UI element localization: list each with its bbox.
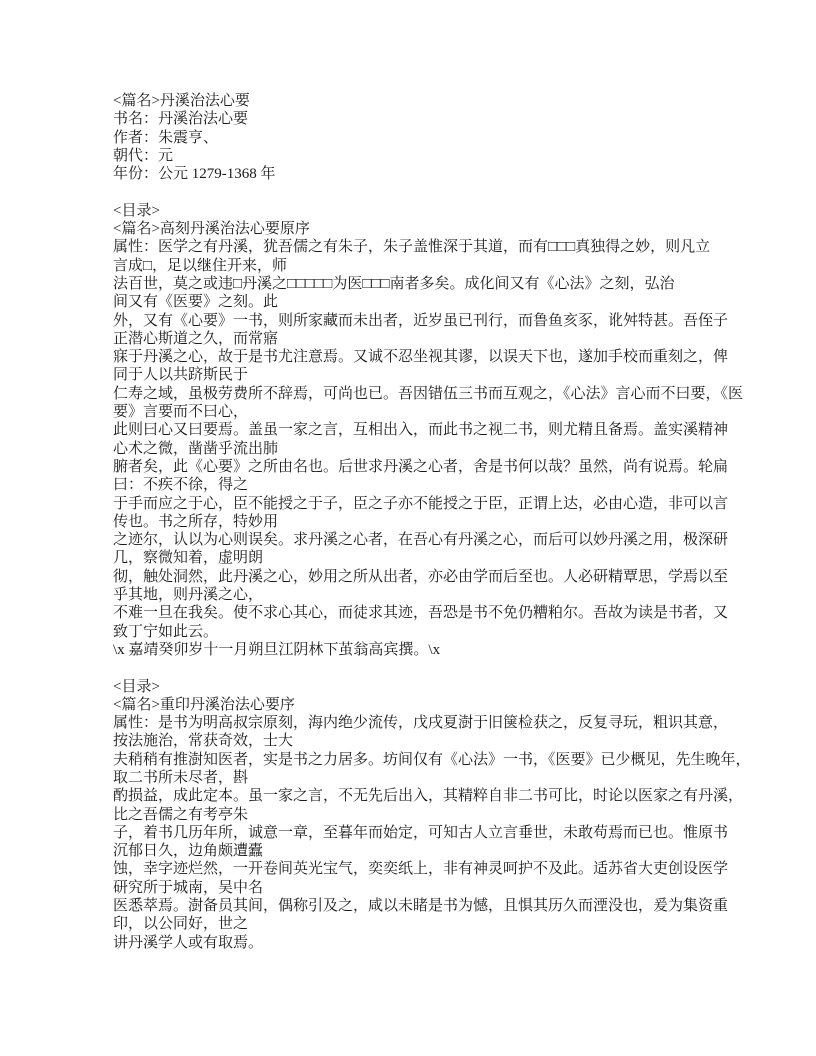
original-preface-line: 外，又有《心要》一书，则所家藏而未出者，近岁虽已刊行，而鲁鱼亥豕，讹舛特甚。吾侄子: [113, 312, 729, 329]
original-preface-line: 正潜心斯道之久，而常寤: [113, 330, 279, 347]
book-metadata-line: 书名：丹溪治法心要: [113, 111, 249, 128]
reprint-preface-line: 酌损益，成此定本。虽一家之言，不无先后出入，其精粹自非二书可比，时论以医家之有丹溪，: [113, 788, 744, 805]
reprint-preface-line: 按法施治，常获奇效，士大: [113, 733, 294, 750]
reprint-preface-line: <目录>: [113, 678, 160, 695]
original-preface-line: <篇名>高刻丹溪治法心要原序: [113, 221, 310, 238]
book-metadata-line: <篇名>丹溪治法心要: [113, 93, 250, 109]
document-text: [113, 92, 773, 952]
reprint-preface-line: 取二书所未尽者，斟: [113, 769, 249, 786]
reprint-preface-line: 比之吾儒之有考亭朱: [113, 806, 249, 823]
reprint-preface-line: <篇名>重印丹溪治法心要序: [113, 696, 295, 713]
original-preface-line: 之迹尔，认以为心则误矣。求丹溪之心者，在吾心有丹溪之心，而后可以妙丹溪之用，极深研: [113, 532, 729, 549]
original-preface-line: 法百世，莫之或违□丹溪之□□□□□为医□□□南者多矣。成化间又有《心法》之刻，弘治: [113, 275, 675, 292]
original-preface-line: 言成□，足以继住开来，师: [113, 257, 288, 274]
book-metadata-line: 作者：朱震亨、: [113, 129, 219, 146]
original-preface-line: 心术之微，凿凿乎流出肺: [113, 440, 279, 457]
reprint-preface-line: 蚀，幸字迹烂然，一开卷间英光宝气，奕奕纸上，非有神灵呵护不及此。适苏省大吏创设医学: [113, 861, 729, 878]
reprint-preface-line: 研究所于城南，吴中名: [113, 879, 264, 896]
original-preface-line: 此则曰心又曰要焉。盖虽一家之言，互相出入，而此书之视二书，则尤精且备焉。盖实溪精神: [113, 422, 729, 439]
original-preface-line: 同于人以共跻斯民于: [113, 367, 249, 384]
original-preface-line: 几，察微知着，虚明朗: [113, 550, 264, 567]
reprint-preface-line: 子，着书几历年所，诚意一章，至暮年而始定，可知古人立言垂世，未敢苟焉而已也。惟原书: [113, 824, 729, 841]
reprint-preface-line: 讲丹溪学人或有取焉。: [113, 934, 264, 951]
original-preface-line: <目录>: [113, 202, 160, 219]
reprint-preface-line: 医悉萃焉。澍备员其间，偶称引及之，咸以未睹是书为憾，且惧其历久而湮没也，爰为集资重: [113, 898, 729, 915]
original-preface-line: 间又有《医要》之刻。此: [113, 294, 279, 311]
original-preface-line: 不难一旦在我矣。使不求心其心，而徒求其迹，吾恐是书不免仍糟粕尔。吾故为读是书者，又: [113, 605, 729, 622]
original-preface-line: 于手而应之于心，臣不能授之于子，臣之子亦不能授之于臣，正谓上达，必由心造，非可以言: [113, 495, 729, 512]
reprint-preface-line: 属性：是书为明高叔宗原刻，海内绝少流传，戊戌夏澍于旧箧检获之，反复寻玩，粗识其意，: [113, 715, 729, 732]
original-preface-line: 彻，触处洞然，此丹溪之心，妙用之所从出者，亦必由学而后至也。人必研精覃思，学焉以至: [113, 568, 729, 585]
original-preface-line: 要》言要而不曰心，: [113, 404, 249, 421]
original-preface-line: 仁寿之域，虽极劳费所不辞焉，可尚也已。吾因错伍三书而互观之，《心法》言心而不曰要，《医: [113, 385, 744, 402]
blank-line: [113, 183, 773, 201]
original-preface-line: 传也。书之所存，特妙用: [113, 513, 279, 530]
original-preface-line: 属性：医学之有丹溪，犹吾儒之有朱子，朱子盖惟深于其道，而有□□□真独得之妙，则凡立: [113, 239, 711, 256]
original-preface-line: 腑者矣，此《心要》之所由名也。后世求丹溪之心者，舍是书何以哉？虽然，尚有说焉。轮扁: [113, 458, 729, 475]
original-preface-line: 乎其地，则丹溪之心，: [113, 587, 264, 604]
reprint-preface-line: 印，以公同好，世之: [113, 916, 249, 933]
original-preface-line: \x 嘉靖癸卯岁十一月朔旦江阴林下茧翁高宾撰。\x: [113, 641, 441, 658]
original-preface-line: 曰：不疾不徐，得之: [113, 477, 249, 494]
original-preface-line: 寐于丹溪之心，故于是书尤注意焉。又诚不忍坐视其谬，以误天下也，遂加手校而重刻之，俾: [113, 349, 729, 366]
reprint-preface-line: 沉郁日久，边角颇遭蠹: [113, 843, 264, 860]
original-preface-line: 致丁宁如此云。: [113, 623, 219, 640]
blank-line: [113, 659, 773, 677]
reprint-preface-line: 夫稍稍有推澍知医者，实是书之力居多。坊间仅有《心法》一书，《医要》已少概见，先生晚年，: [113, 751, 751, 768]
book-metadata-line: 朝代：元: [113, 147, 174, 164]
book-metadata-line: 年份：公元 1279-1368 年: [113, 166, 276, 183]
